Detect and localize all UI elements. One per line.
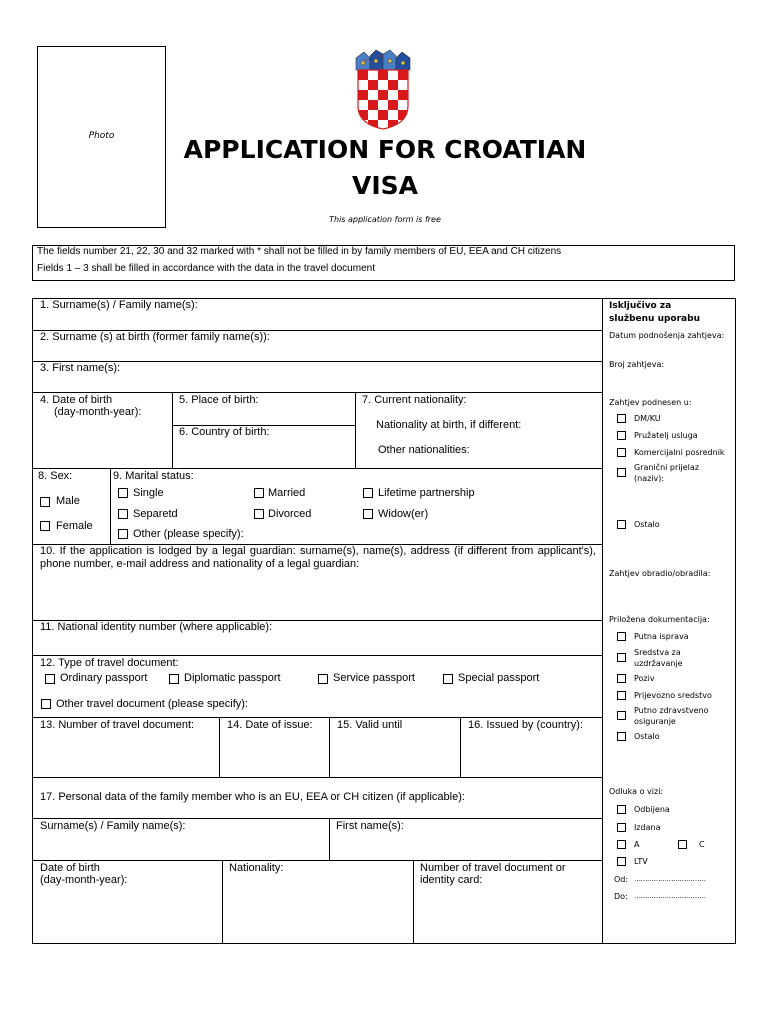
special-passport-label: Special passport (458, 672, 540, 684)
dm-ku-label: DM/KU (634, 414, 661, 423)
application-number-label: Broj zahtjeva: (609, 360, 665, 369)
field-2-surname-at-birth[interactable]: 2. Surname (s) at birth (former family name(s)): (40, 331, 270, 343)
field-7-nationality-at-birth[interactable]: Nationality at birth, if different: (376, 419, 522, 431)
field-3-first-name[interactable]: 3. First name(s): (40, 362, 121, 374)
field-17-surname[interactable]: Surname(s) / Family name(s): (40, 820, 186, 832)
notice-box (32, 245, 735, 281)
sidebar-heading-1: Isključivo za (609, 301, 672, 311)
border-crossing-checkbox[interactable] (617, 468, 626, 477)
field-11-national-id[interactable]: 11. National identity number (where applicable): (40, 621, 273, 633)
health-insurance-label-2: osiguranje (634, 717, 676, 726)
field-17-dob-format: (day-month-year): (40, 874, 128, 886)
other-submitted-label: Ostalo (634, 520, 660, 529)
field-8-sex: 8. Sex: (38, 470, 73, 482)
health-insurance-checkbox[interactable] (617, 711, 626, 720)
other-document-label: Other travel document (please specify): (56, 698, 248, 710)
invitation-checkbox[interactable] (617, 674, 626, 683)
croatian-coat-of-arms-icon (352, 48, 414, 130)
visa-a-label: A (634, 840, 640, 849)
processed-by-label: Zahtjev obradio/obradila: (609, 569, 711, 578)
divorced-label: Divorced (268, 508, 312, 520)
visa-c-label: C (699, 840, 705, 849)
valid-to-dots[interactable]: …………………………… (634, 892, 706, 900)
visa-a-checkbox[interactable] (617, 840, 626, 849)
single-label: Single (133, 487, 164, 499)
field-5-place-of-birth[interactable]: 5. Place of birth: (179, 394, 259, 406)
ordinary-passport-checkbox[interactable] (45, 674, 55, 684)
commercial-intermediary-checkbox[interactable] (617, 448, 626, 457)
border-crossing-label: Granični prijelaz (634, 463, 699, 472)
ltv-checkbox[interactable] (617, 857, 626, 866)
notice-line-2: Fields 1 – 3 shall be filled in accordance with the data in the travel document (37, 263, 375, 274)
valid-from-label: Od: (614, 875, 629, 884)
field-17-nationality[interactable]: Nationality: (229, 862, 284, 874)
travel-document-label: Putna isprava (634, 632, 689, 641)
means-of-subsistence-label-2: uzdržavanje (634, 659, 683, 668)
issued-label: Izdana (634, 823, 661, 832)
service-passport-checkbox[interactable] (318, 674, 328, 684)
separated-label: Separetd (133, 508, 178, 520)
field-1-surname[interactable]: 1. Surname(s) / Family name(s): (40, 299, 198, 311)
other-submitted-checkbox[interactable] (617, 520, 626, 529)
submission-date-label: Datum podnošenja zahtjeva: (609, 331, 725, 340)
field-9-marital-status: 9. Marital status: (113, 470, 194, 482)
single-checkbox[interactable] (118, 488, 128, 498)
health-insurance-label: Putno zdravstveno (634, 706, 709, 715)
notice-line-1: The fields number 21, 22, 30 and 32 marked with * shall not be filled in by family members of EU, EEA and CH citizens (37, 246, 562, 257)
visa-c-checkbox[interactable] (678, 840, 687, 849)
other-document-checkbox[interactable] (41, 699, 51, 709)
title-line-1: APPLICATION FOR CROATIAN (183, 135, 587, 164)
visa-decision-label: Odluka o vizi: (609, 787, 664, 796)
diplomatic-passport-checkbox[interactable] (169, 674, 179, 684)
field-17-date-of-birth[interactable]: Date of birth (40, 862, 100, 874)
means-of-subsistence-checkbox[interactable] (617, 653, 626, 662)
special-passport-checkbox[interactable] (443, 674, 453, 684)
means-of-subsistence-label: Sredstva za (634, 648, 681, 657)
male-checkbox[interactable] (40, 497, 50, 507)
other-marital-checkbox[interactable] (118, 529, 128, 539)
field-13-document-number[interactable]: 13. Number of travel document: (40, 719, 195, 731)
issued-checkbox[interactable] (617, 823, 626, 832)
male-label: Male (56, 495, 80, 507)
field-14-date-of-issue[interactable]: 14. Date of issue: (227, 719, 313, 731)
attached-docs-label: Priložena dokumentacija: (609, 615, 710, 624)
refused-checkbox[interactable] (617, 805, 626, 814)
field-17-identity-card: identity card: (420, 874, 483, 886)
field-17-family-member: 17. Personal data of the family member who is an EU, EEA or CH citizen (if applicable): (40, 791, 465, 803)
commercial-intermediary-label: Komercijalni posrednik (634, 448, 725, 457)
service-provider-label: Pružatelj usluga (634, 431, 698, 440)
submitted-at-label: Zahtjev podnesen u: (609, 398, 692, 407)
service-passport-label: Service passport (333, 672, 415, 684)
other-docs-label: Ostalo (634, 732, 660, 741)
free-note: This application form is free (329, 215, 441, 224)
means-of-transport-label: Prijevozno sredstvo (634, 691, 712, 700)
field-6-country-of-birth[interactable]: 6. Country of birth: (179, 426, 270, 438)
female-checkbox[interactable] (40, 521, 50, 531)
field-7-other-nationalities[interactable]: Other nationalities: (378, 444, 470, 456)
means-of-transport-checkbox[interactable] (617, 691, 626, 700)
female-label: Female (56, 520, 93, 532)
widow-checkbox[interactable] (363, 509, 373, 519)
photo-label: Photo (88, 131, 115, 141)
form-title (180, 132, 590, 204)
ltv-label: LTV (634, 857, 648, 866)
valid-to-label: Do: (614, 892, 628, 901)
border-crossing-name-label: (naziv): (634, 474, 665, 483)
travel-document-checkbox[interactable] (617, 632, 626, 641)
sidebar-heading-2: službenu uporabu (609, 314, 700, 324)
separated-checkbox[interactable] (118, 509, 128, 519)
ordinary-passport-label: Ordinary passport (60, 672, 148, 684)
service-provider-checkbox[interactable] (617, 431, 626, 440)
diplomatic-passport-label: Diplomatic passport (184, 672, 281, 684)
field-12-travel-document-type: 12. Type of travel document: (40, 657, 179, 669)
field-16-issued-by[interactable]: 16. Issued by (country): (468, 719, 583, 731)
field-15-valid-until[interactable]: 15. Valid until (337, 719, 403, 731)
other-docs-checkbox[interactable] (617, 732, 626, 741)
dm-ku-checkbox[interactable] (617, 414, 626, 423)
title-line-2: VISA (351, 171, 418, 200)
divorced-checkbox[interactable] (254, 509, 264, 519)
field-17-document-number[interactable]: Number of travel document or (420, 862, 566, 874)
field-7-current-nationality[interactable]: 7. Current nationality: (362, 394, 467, 406)
invitation-label: Poziv (634, 674, 655, 683)
refused-label: Odbijena (634, 805, 670, 814)
field-4-date-of-birth[interactable]: 4. Date of birth (40, 394, 113, 406)
married-checkbox[interactable] (254, 488, 264, 498)
married-label: Married (268, 487, 306, 499)
lifetime-partnership-checkbox[interactable] (363, 488, 373, 498)
field-10-legal-guardian[interactable]: 10. If the application is lodged by a legal guardian: surname(s), name(s), address (if different from applicant's), phone number, e-mail address and nationality of a legal guardian: (40, 545, 596, 570)
field-4-format: (day-month-year): (54, 406, 142, 418)
other-marital-label: Other (please specify): (133, 528, 244, 540)
field-17-first-name[interactable]: First name(s): (336, 820, 404, 832)
lifetime-partnership-label: Lifetime partnership (378, 487, 475, 499)
valid-from-dots[interactable]: …………………………… (634, 875, 706, 883)
widow-label: Widow(er) (378, 508, 429, 520)
photo-box (37, 46, 166, 228)
